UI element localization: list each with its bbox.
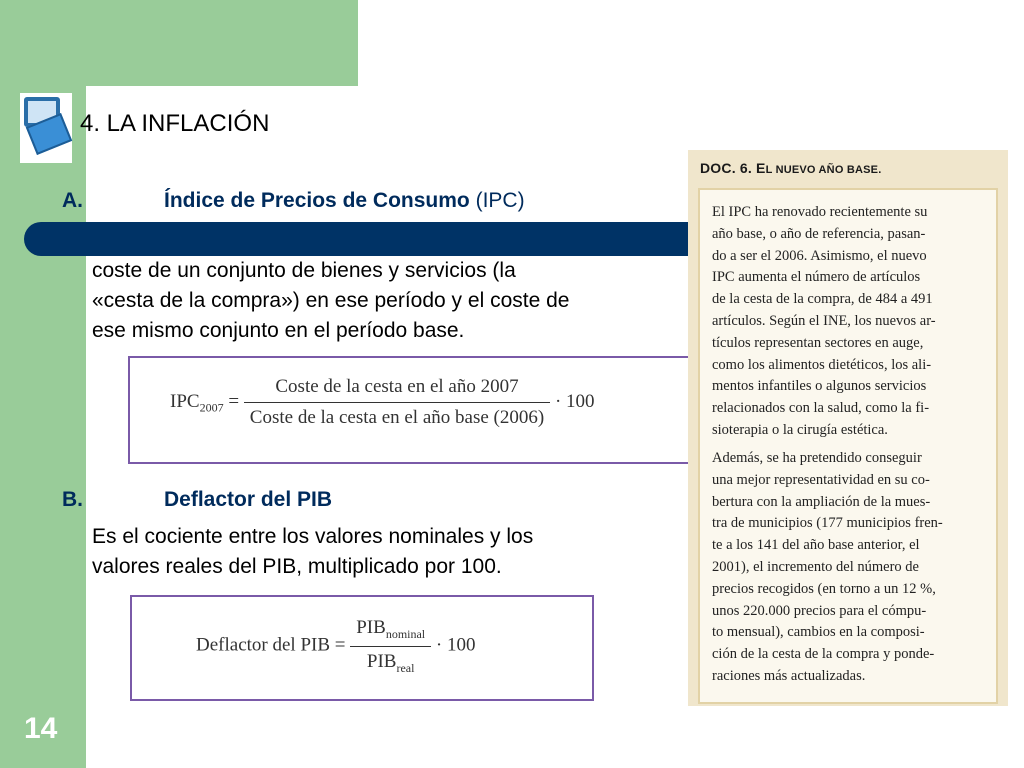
formula-multiplier: · 100 <box>435 634 476 656</box>
section-a-heading <box>62 189 525 213</box>
text-line: valores reales del PIB, multiplicado por 100. <box>92 555 502 578</box>
doc-line: artículos. Según el INE, los nuevos ar- <box>712 312 936 329</box>
section-divider-bar <box>24 222 694 256</box>
formula-denominator: PIB <box>366 650 397 672</box>
doc-line: como los alimentos dietéticos, los ali- <box>712 356 932 373</box>
formula-fraction <box>244 376 550 429</box>
text-line: ese mismo conjunto en el período base. <box>92 319 465 342</box>
doc-panel <box>688 150 1008 706</box>
formula-fraction <box>350 617 431 676</box>
doc-line: te a los 141 del año base anterior, el <box>712 537 920 554</box>
doc-line: relacionados con la salud, como la fi- <box>712 400 930 417</box>
doc-line: El IPC ha renovado recientemente su <box>712 204 928 220</box>
doc-line: to mensual), cambios en la composi- <box>712 624 925 641</box>
section-a-title-suffix: (IPC) <box>469 189 525 212</box>
section-b-text <box>92 522 692 582</box>
ipc-formula-box <box>128 356 698 464</box>
doc-line: raciones más actualizadas. <box>712 667 866 684</box>
doc-line: Además, se ha pretendido conseguir <box>712 450 922 466</box>
computer-screens-icon <box>20 93 72 163</box>
slide-title: 4. LA INFLACIÓN <box>80 110 270 137</box>
text-line: coste de un conjunto de bienes y servicios (la <box>92 259 516 282</box>
doc-paragraph-1 <box>712 202 992 442</box>
formula-lhs: IPC <box>170 390 200 412</box>
doc-line: tra de municipios (177 municipios fren- <box>712 515 943 532</box>
doc-line: año base, o año de referencia, pasan- <box>712 225 926 242</box>
formula-lhs: Deflactor del PIB = <box>196 634 346 656</box>
doc-line: IPC aumenta el número de artículos <box>712 269 921 286</box>
formula-denominator: Coste de la cesta en el año base (2006) <box>249 407 545 428</box>
formula-numerator-sub: nominal <box>385 626 426 641</box>
formula-lhs-sub: 2007 <box>199 400 224 415</box>
formula-numerator: PIB <box>356 617 386 638</box>
section-a-text <box>92 256 692 346</box>
section-b-letter: B. <box>62 488 83 511</box>
doc-line: 2001), el incremento del número de <box>712 558 919 575</box>
doc-line: bertura con la ampliación de la mues- <box>712 493 931 510</box>
formula-numerator: Coste de la cesta en el año 2007 <box>244 376 550 403</box>
doc-line: precios recogidos (en torno a un 12 %, <box>712 580 936 597</box>
text-line: «cesta de la compra») en ese período y el coste de <box>92 289 570 312</box>
formula-multiplier: · 100 <box>554 390 595 412</box>
doc-line: una mejor representatividad en su co- <box>712 471 930 488</box>
doc-line: ción de la cesta de la compra y ponde- <box>712 646 935 663</box>
section-a-title: Índice de Precios de Consumo <box>164 189 470 212</box>
doc-line: de la cesta de la compra, de 484 a 491 <box>712 291 933 308</box>
section-a-letter: A. <box>62 189 83 212</box>
page-number: 14 <box>24 712 58 745</box>
top-green-band <box>0 0 358 86</box>
section-b-title: Deflactor del PIB <box>164 488 333 511</box>
doc-line: do a ser el 2006. Asimismo, el nuevo <box>712 247 927 264</box>
doc-content <box>698 188 998 704</box>
ipc-formula: $IPC_{2007}$ = $\frac{\text{Coste de la cesta en el año 2007}}{\text{Coste de la cesta en el año base (2006)}}$ · 100 <box>170 376 595 428</box>
doc-line: sioterapia o la cirugía estética. <box>712 421 888 438</box>
doc-paragraph-2 <box>712 448 992 688</box>
doc-line: mentos infantiles o algunos servicios <box>712 378 927 395</box>
section-b-heading <box>62 488 333 512</box>
text-line: Es el cociente entre los valores nominales y los <box>92 525 534 548</box>
doc-line: unos 220.000 precios para el cómpu- <box>712 602 927 619</box>
deflator-formula-box <box>130 595 594 701</box>
doc-line: tículos representan sectores en auge, <box>712 334 924 351</box>
deflator-formula <box>196 617 475 676</box>
formula-denominator-sub: real <box>396 660 415 675</box>
doc-title: DOC. 6. EL NUEVO AÑO BASE. <box>700 160 882 176</box>
